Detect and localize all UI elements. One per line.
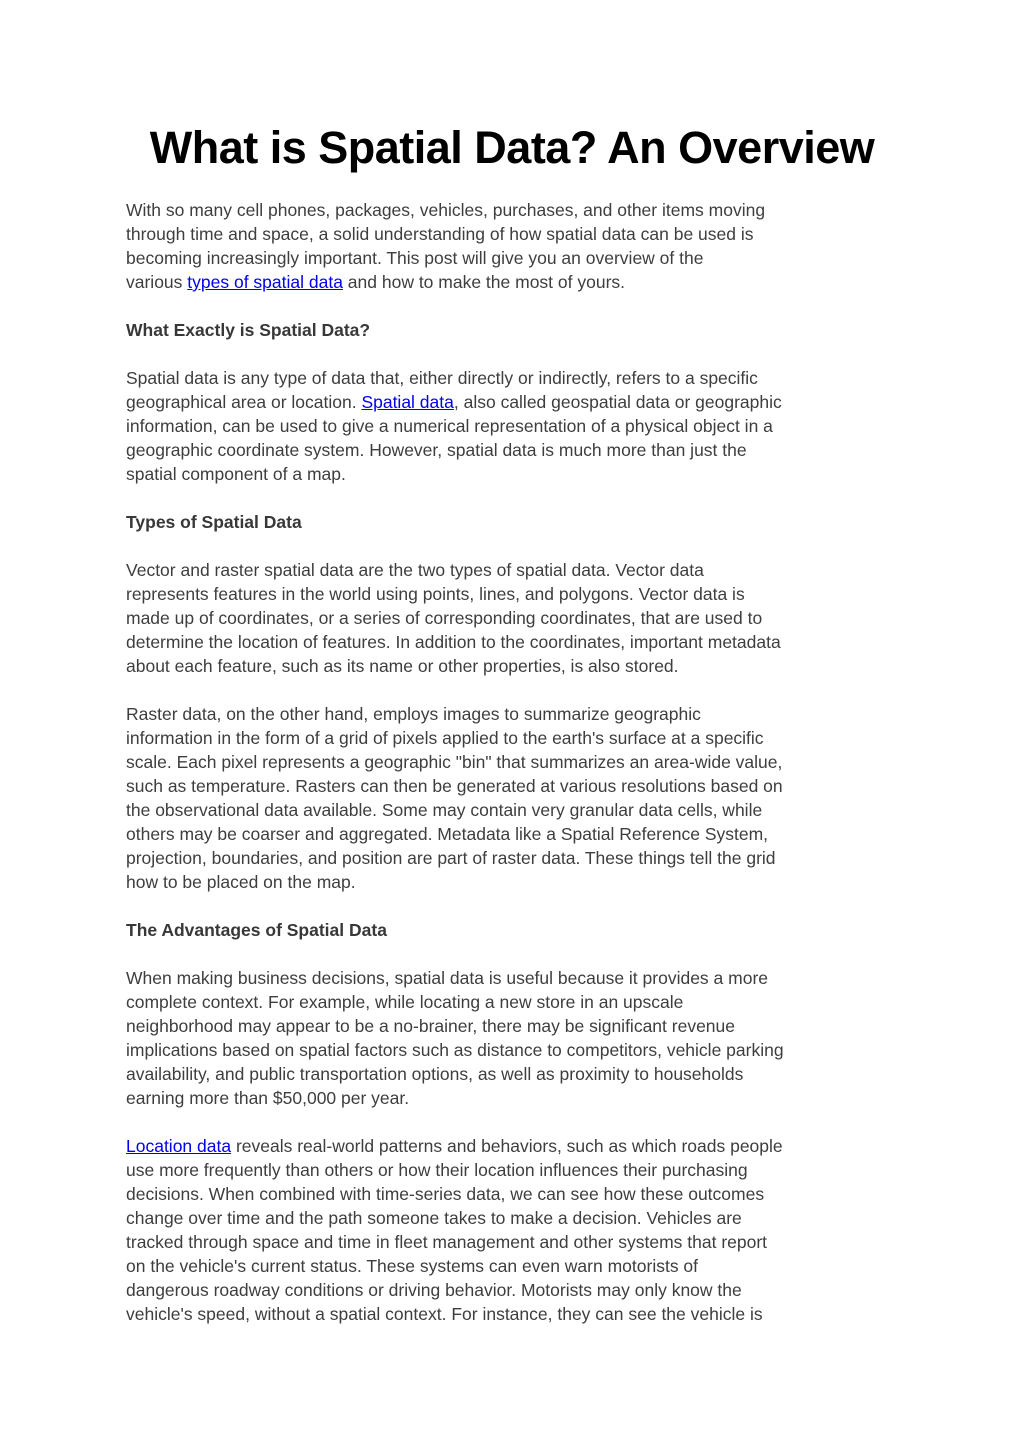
text-run: decisions. When combined with time-series data, we can see how these outcomes — [126, 1184, 765, 1204]
paragraph — [126, 366, 898, 486]
text-run: dangerous roadway conditions or driving behavior. Motorists may only know the — [126, 1280, 742, 1300]
text-run: , also called geospatial data or geographic — [453, 392, 782, 412]
text-run: about each feature, such as its name or other properties, is also stored. — [126, 656, 679, 676]
paragraph — [126, 198, 898, 294]
text-run: earning more than $50,000 per year. — [126, 1088, 410, 1108]
text-run: information in the form of a grid of pixels applied to the earth's surface at a specific — [126, 728, 764, 748]
text-run: availability, and public transportation options, as well as proximity to households — [126, 1064, 744, 1084]
text-run: scale. Each pixel represents a geographic "bin" that summarizes an area-wide value, — [126, 752, 783, 772]
text-run: vehicle's speed, without a spatial context. For instance, they can see the vehicle is — [126, 1304, 763, 1324]
text-run: With so many cell phones, packages, vehicles, purchases, and other items moving — [126, 200, 766, 220]
text-run: others may be coarser and aggregated. Metadata like a Spatial Reference System, — [126, 824, 769, 844]
document-body — [126, 198, 898, 1326]
text-run: projection, boundaries, and position are part of raster data. These things tell the grid — [126, 848, 776, 868]
section-heading: What Exactly is Spatial Data? — [126, 320, 371, 340]
text-run: tracked through space and time in fleet management and other systems that report — [126, 1232, 768, 1252]
text-run: the observational data available. Some may contain very granular data cells, while — [126, 800, 763, 820]
paragraph — [126, 702, 898, 894]
text-run: use more frequently than others or how their location influences their purchasing — [126, 1160, 748, 1180]
inline-link[interactable]: types of spatial data — [187, 272, 343, 292]
text-run: represents features in the world using points, lines, and polygons. Vector data is — [126, 584, 745, 604]
text-run: Vector and raster spatial data are the two types of spatial data. Vector data — [126, 560, 704, 580]
text-run: such as temperature. Rasters can then be generated at various resolutions based on — [126, 776, 783, 796]
text-run: When making business decisions, spatial data is useful because it provides a more — [126, 968, 769, 988]
text-run: determine the location of features. In addition to the coordinates, important metadata — [126, 632, 781, 652]
text-run: information, can be used to give a numerical representation of a physical object in a — [126, 416, 773, 436]
section-heading: The Advantages of Spatial Data — [126, 920, 387, 940]
paragraph — [126, 558, 898, 678]
text-run: Raster data, on the other hand, employs images to summarize geographic — [126, 704, 701, 724]
text-run: made up of coordinates, or a series of corresponding coordinates, that are used to — [126, 608, 763, 628]
paragraph — [126, 1134, 898, 1326]
text-run: spatial component of a map. — [126, 464, 346, 484]
inline-link[interactable]: Spatial data — [361, 392, 454, 412]
text-run: on the vehicle's current status. These systems can even warn motorists of — [126, 1256, 699, 1276]
inline-link[interactable]: Location data — [126, 1136, 232, 1156]
text-run: Spatial data is any type of data that, either directly or indirectly, refers to a specific — [126, 368, 758, 388]
text-run: through time and space, a solid understanding of how spatial data can be used is — [126, 224, 754, 244]
text-run: geographical area or location. — [126, 392, 362, 412]
text-run: various — [126, 272, 188, 292]
text-run: geographic coordinate system. However, spatial data is much more than just the — [126, 440, 747, 460]
text-run: becoming increasingly important. This post will give you an overview of the — [126, 248, 704, 268]
text-run: complete context. For example, while locating a new store in an upscale — [126, 992, 684, 1012]
text-run: neighborhood may appear to be a no-brainer, there may be significant revenue — [126, 1016, 736, 1036]
document-title: What is Spatial Data? An Overview — [149, 122, 875, 173]
text-run: implications based on spatial factors such as distance to competitors, vehicle parking — [126, 1040, 784, 1060]
text-run: how to be placed on the map. — [126, 872, 356, 892]
text-run: change over time and the path someone takes to make a decision. Vehicles are — [126, 1208, 742, 1228]
text-run: and how to make the most of yours. — [342, 272, 626, 292]
text-run: reveals real-world patterns and behaviors, such as which roads people — [231, 1136, 783, 1156]
section-heading: Types of Spatial Data — [126, 512, 302, 532]
paragraph — [126, 966, 898, 1110]
